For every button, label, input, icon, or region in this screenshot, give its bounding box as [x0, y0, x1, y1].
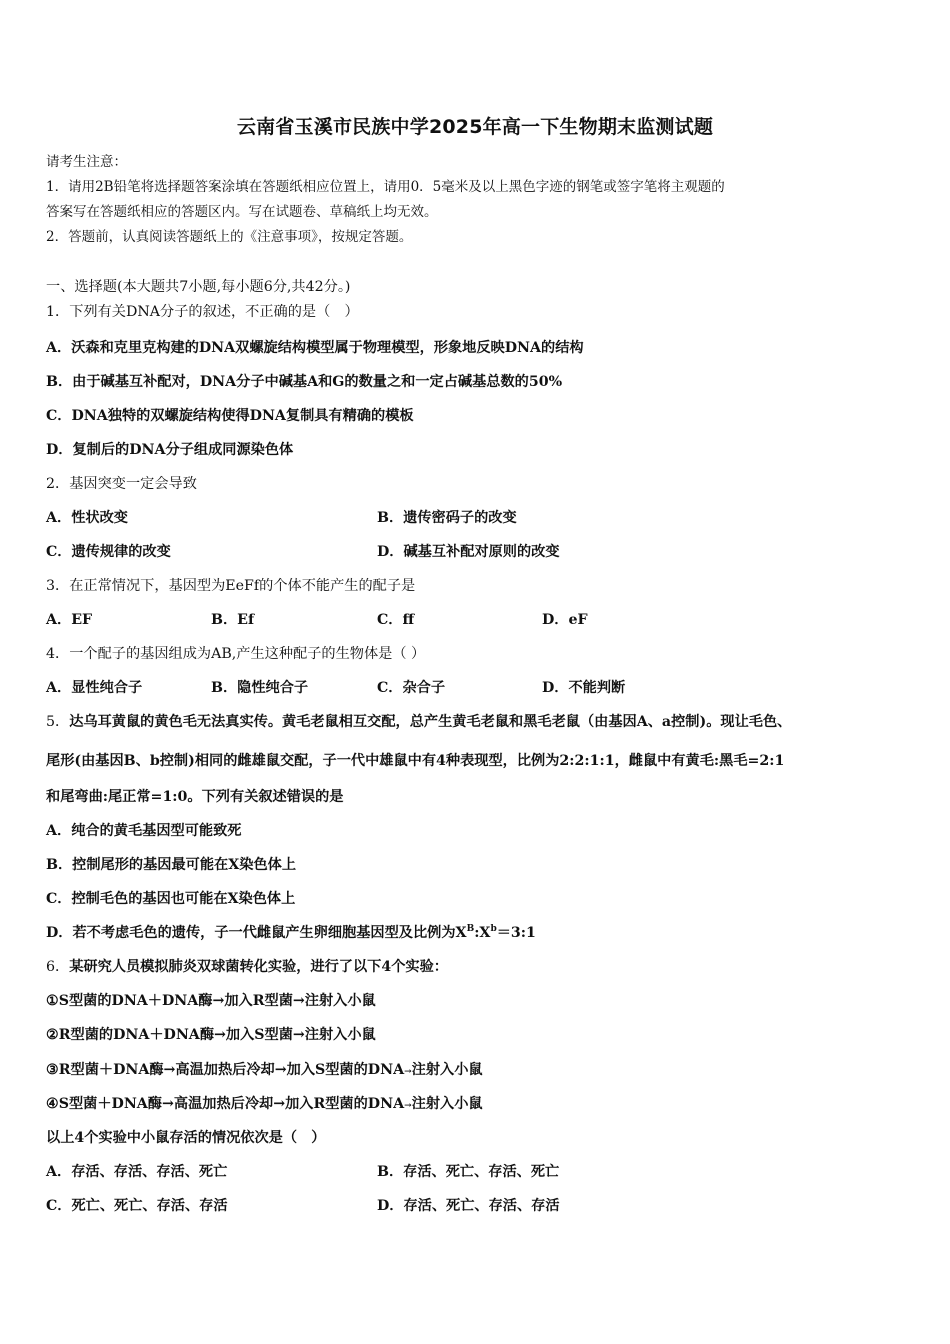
- question-5-option-b: B．控制尾形的基因最可能在X染色体上: [46, 857, 297, 873]
- question-2-option-d: D．碱基互补配对原则的改变: [377, 544, 560, 560]
- question-6-stem: 6．某研究人员模拟肺炎双球菌转化实验，进行了以下4个实验：: [46, 959, 448, 975]
- question-1-option-c: C．DNA独特的双螺旋结构使得DNA复制具有精确的模板: [46, 408, 414, 424]
- question-4-option-b: B．隐性纯合子: [211, 680, 309, 696]
- question-number: 3．: [46, 578, 70, 594]
- question-3-option-c: C．ff: [377, 612, 415, 628]
- arrow-icon: →: [404, 1101, 412, 1111]
- question-6-experiment-3: ③R型菌＋DNA酶→高温加热后冷却→加入S型菌的DNA→注射入小鼠: [46, 1062, 483, 1078]
- question-1-stem: 1．下列有关DNA分子的叙述，不正确的是（ ）: [46, 304, 359, 320]
- question-4-option-a: A．显性纯合子: [46, 680, 143, 696]
- question-4-stem: 4．一个配子的基因组成为AB,产生这种配子的生物体是（ ）: [46, 646, 426, 662]
- question-number: 6．: [46, 959, 70, 975]
- question-1-option-a: A．沃森和克里克构建的DNA双螺旋结构模型属于物理模型，形象地反映DNA的结构: [46, 340, 584, 356]
- notice-item-1-line-2: 答案写在答题纸相应的答题区内。写在试题卷、草稿纸上均无效。: [46, 204, 438, 220]
- question-6-option-b: B．存活、死亡、存活、死亡: [377, 1164, 560, 1180]
- question-6-option-c: C．死亡、死亡、存活、存活: [46, 1198, 228, 1214]
- question-3-option-d: D．eF: [542, 612, 588, 628]
- notice-item-2: 2．答题前，认真阅读答题纸上的《注意事项》，按规定答题。: [46, 229, 413, 245]
- question-3-option-a: A．EF: [46, 612, 93, 628]
- question-1-option-b: B．由于碱基互补配对，DNA分子中碱基A和G的数量之和一定占碱基总数的50%: [46, 374, 563, 390]
- question-4-option-c: C．杂合子: [377, 680, 446, 696]
- question-4-options: [0, 677, 950, 697]
- question-2-option-b: B．遗传密码子的改变: [377, 510, 517, 526]
- question-5-option-c: C．控制毛色的基因也可能在X染色体上: [46, 891, 296, 907]
- page-title: 云南省玉溪市民族中学2025年高一下生物期末监测试题: [236, 116, 714, 138]
- question-6-option-a: A．存活、存活、存活、死亡: [46, 1164, 228, 1180]
- question-number: 2．: [46, 476, 70, 492]
- question-5-option-d: D．若不考虑毛色的遗传，子一代雌鼠产生卵细胞基因型及比例为$X^B:X^b=3:1$: [46, 924, 536, 941]
- question-6-ask: 以上4个实验中小鼠存活的情况依次是（ ）: [46, 1130, 326, 1146]
- question-number: 4．: [46, 646, 70, 662]
- question-5-option-a: A．纯合的黄毛基因型可能致死: [46, 823, 242, 839]
- question-6-experiment-1: ①S型菌的DNA＋DNA酶→加入R型菌→注射入小鼠: [46, 993, 376, 1009]
- question-3-options: [0, 609, 950, 629]
- question-1-option-d: D．复制后的DNA分子组成同源染色体: [46, 442, 294, 458]
- question-5-stem-line-2: 尾形(由基因B、b控制)相同的雌雄鼠交配，子一代中雄鼠中有4种表现型，比例为2:2:1:1，雌鼠中有黄毛:黑毛=2:1: [46, 753, 785, 769]
- question-2-option-a: A．性状改变: [46, 510, 128, 526]
- question-6-experiment-2: ②R型菌的DNA＋DNA酶→加入S型菌→注射入小鼠: [46, 1027, 376, 1043]
- notice-item-1-line-1: 1．请用2B铅笔将选择题答案涂填在答题纸相应位置上，请用0．5毫米及以上黑色字迹的钢笔或签字笔将主观题的: [46, 179, 725, 195]
- question-5-stem-line-1: 5．达乌耳黄鼠的黄色毛无法真实传。黄毛老鼠相互交配，总产生黄毛老鼠和黑毛老鼠（由基因A、a控制)。现让毛色、: [46, 714, 792, 730]
- question-number: 5．: [46, 714, 70, 730]
- arrow-icon: →: [404, 1067, 412, 1077]
- question-5-stem-line-3: 和尾弯曲:尾正常=1:0。下列有关叙述错误的是: [46, 789, 344, 805]
- question-2-stem: 2．基因突变一定会导致: [46, 476, 197, 492]
- notice-heading: 请考生注意：: [46, 154, 127, 170]
- question-number: 1．: [46, 304, 70, 320]
- question-3-option-b: B．Ef: [211, 612, 255, 628]
- section-heading: 一、选择题(本大题共7小题,每小题6分,共42分。): [46, 279, 351, 295]
- question-4-option-d: D．不能判断: [542, 680, 626, 696]
- question-6-experiment-4: ④S型菌＋DNA酶→高温加热后冷却→加入R型菌的DNA→注射入小鼠: [46, 1096, 483, 1112]
- question-6-option-d: D．存活、死亡、存活、存活: [377, 1198, 560, 1214]
- question-2-option-c: C．遗传规律的改变: [46, 544, 171, 560]
- question-3-stem: 3．在正常情况下，基因型为EeFf的个体不能产生的配子是: [46, 578, 416, 594]
